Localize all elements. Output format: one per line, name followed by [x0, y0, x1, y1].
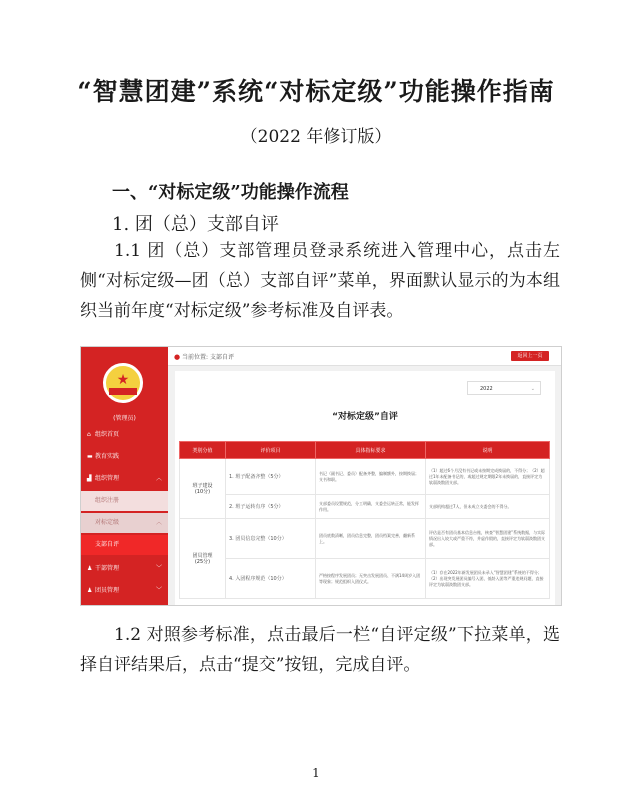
- document-subtitle: （2022 年修订版）: [240, 127, 392, 147]
- requirement-cell: 严格按程序发展团员；无突击发展团员、不满14周岁入团等现象；规范组织入团仪式。: [316, 559, 426, 599]
- menu-item-benchmark[interactable]: 对标定级 ︿: [81, 513, 168, 533]
- table-header: 类别分值: [180, 442, 226, 459]
- subsection-heading: 1. 团（总）支部自评: [112, 214, 279, 235]
- paragraph-1-2: 1.2 对照参考标准，点击最后一栏“自评定级”下拉菜单，选择自评结果后，点击“提交”按钮，完成自评。: [80, 625, 560, 675]
- panel-title: “对标定级”自评: [332, 412, 398, 422]
- standards-table: [179, 441, 550, 599]
- table-header: 具体指标要求: [316, 442, 426, 459]
- chevron-down-icon: ﹀: [155, 565, 162, 572]
- table-row: [180, 495, 550, 519]
- year-select[interactable]: 2022 ⌄: [467, 381, 541, 395]
- back-button[interactable]: 返回上一页: [511, 351, 549, 361]
- breadcrumb: ● 当前位置: 支部自评: [174, 353, 234, 361]
- section-heading: 一、“对标定级”功能操作流程: [112, 182, 349, 203]
- paragraph-1-1: 1.1 团（总）支部管理员登录系统进入管理中心，点击左侧“对标定级—团（总）支部自评”菜单，界面默认显示的为本组织当前年度“对标定级”参考标准及自评表。: [80, 241, 560, 321]
- category-cell: 班子建设 (10分): [180, 459, 226, 519]
- user-role: (管理员): [113, 415, 136, 422]
- page-number: 1: [312, 766, 320, 780]
- item-cell: 2. 班子运转有序（5分）: [226, 495, 316, 519]
- folder-icon: ▬: [87, 453, 93, 460]
- menu-item-cadre[interactable]: ♟ 干部管理 ﹀: [81, 559, 168, 579]
- document-title: “智慧团建”系统“对标定级”功能操作指南: [77, 77, 555, 106]
- people-icon: ♟: [87, 565, 93, 572]
- home-icon: ⌂: [87, 431, 91, 438]
- table-row: [180, 519, 550, 559]
- table-header: 评价项目: [226, 442, 316, 459]
- item-cell: 4. 入团程序规范（10分）: [226, 559, 316, 599]
- note-cell: 支部机构超过7人，但未成立支委会的不得分。: [426, 495, 550, 519]
- item-cell: 3. 团员信息完整（10分）: [226, 519, 316, 559]
- requirement-cell: 团员底数清晰，团员信息完整，团员档案完善，翻新系上。: [316, 519, 426, 559]
- chevron-down-icon: ⌄: [530, 386, 535, 392]
- note-cell: （1）超过6个月没有书记或未按期完成换届的，不得分；（2）超过1年未配备书记的，或超过规定期限2年未换届的，直接评定为软弱涣散团支部。: [426, 459, 550, 495]
- note-cell: （1）存在2022年新发展团员未录入“智慧团建”系统的不得分；（2）出现突发展团员编号入团、低龄入团等严重违规问题，直接评定为软弱涣散团支部。: [426, 559, 550, 599]
- menu-item-home[interactable]: ⌂ 组织首页: [81, 425, 168, 445]
- league-logo: ★: [103, 363, 143, 403]
- requirement-cell: 支部委员设置规范，分工明确，支委会运转正常，能发挥作用。: [316, 495, 426, 519]
- note-cell: 评估是否有团员基本信息台账，核查“智慧团建”系统数据，与实际情况出入较大或严重不符，并虚作假的，直接评定为软弱涣散团支部。: [426, 519, 550, 559]
- people-icon: ♟: [87, 587, 93, 594]
- menu-item-practice[interactable]: ▬ 教育实践: [81, 447, 168, 467]
- chevron-up-icon: ︿: [155, 475, 162, 482]
- item-cell: 1. 班子配备齐整（5分）: [226, 459, 316, 495]
- table-row: [180, 459, 550, 495]
- org-icon: ▟: [87, 475, 92, 482]
- menu-item-org-register[interactable]: 组织注册: [81, 491, 168, 511]
- top-bar: [168, 347, 561, 366]
- menu-item-org-management[interactable]: ▟ 组织管理 ︿: [81, 469, 168, 489]
- sidebar: [81, 347, 168, 605]
- embedded-screenshot: [80, 346, 562, 606]
- chevron-down-icon: ﹀: [155, 587, 162, 594]
- menu-item-self-eval[interactable]: 支部自评: [81, 535, 168, 555]
- content-panel: [175, 371, 555, 605]
- menu-item-members[interactable]: ♟ 团员管理 ﹀: [81, 581, 168, 601]
- category-cell: 团员管理 (25分): [180, 519, 226, 599]
- chevron-up-icon: ︿: [155, 519, 162, 526]
- table-header: 说明: [426, 442, 550, 459]
- location-pin-icon: ●: [174, 353, 181, 361]
- requirement-cell: 书记（副书记、委员）配备齐整，编制额外，按期换届；支书和职。: [316, 459, 426, 495]
- table-row: [180, 559, 550, 599]
